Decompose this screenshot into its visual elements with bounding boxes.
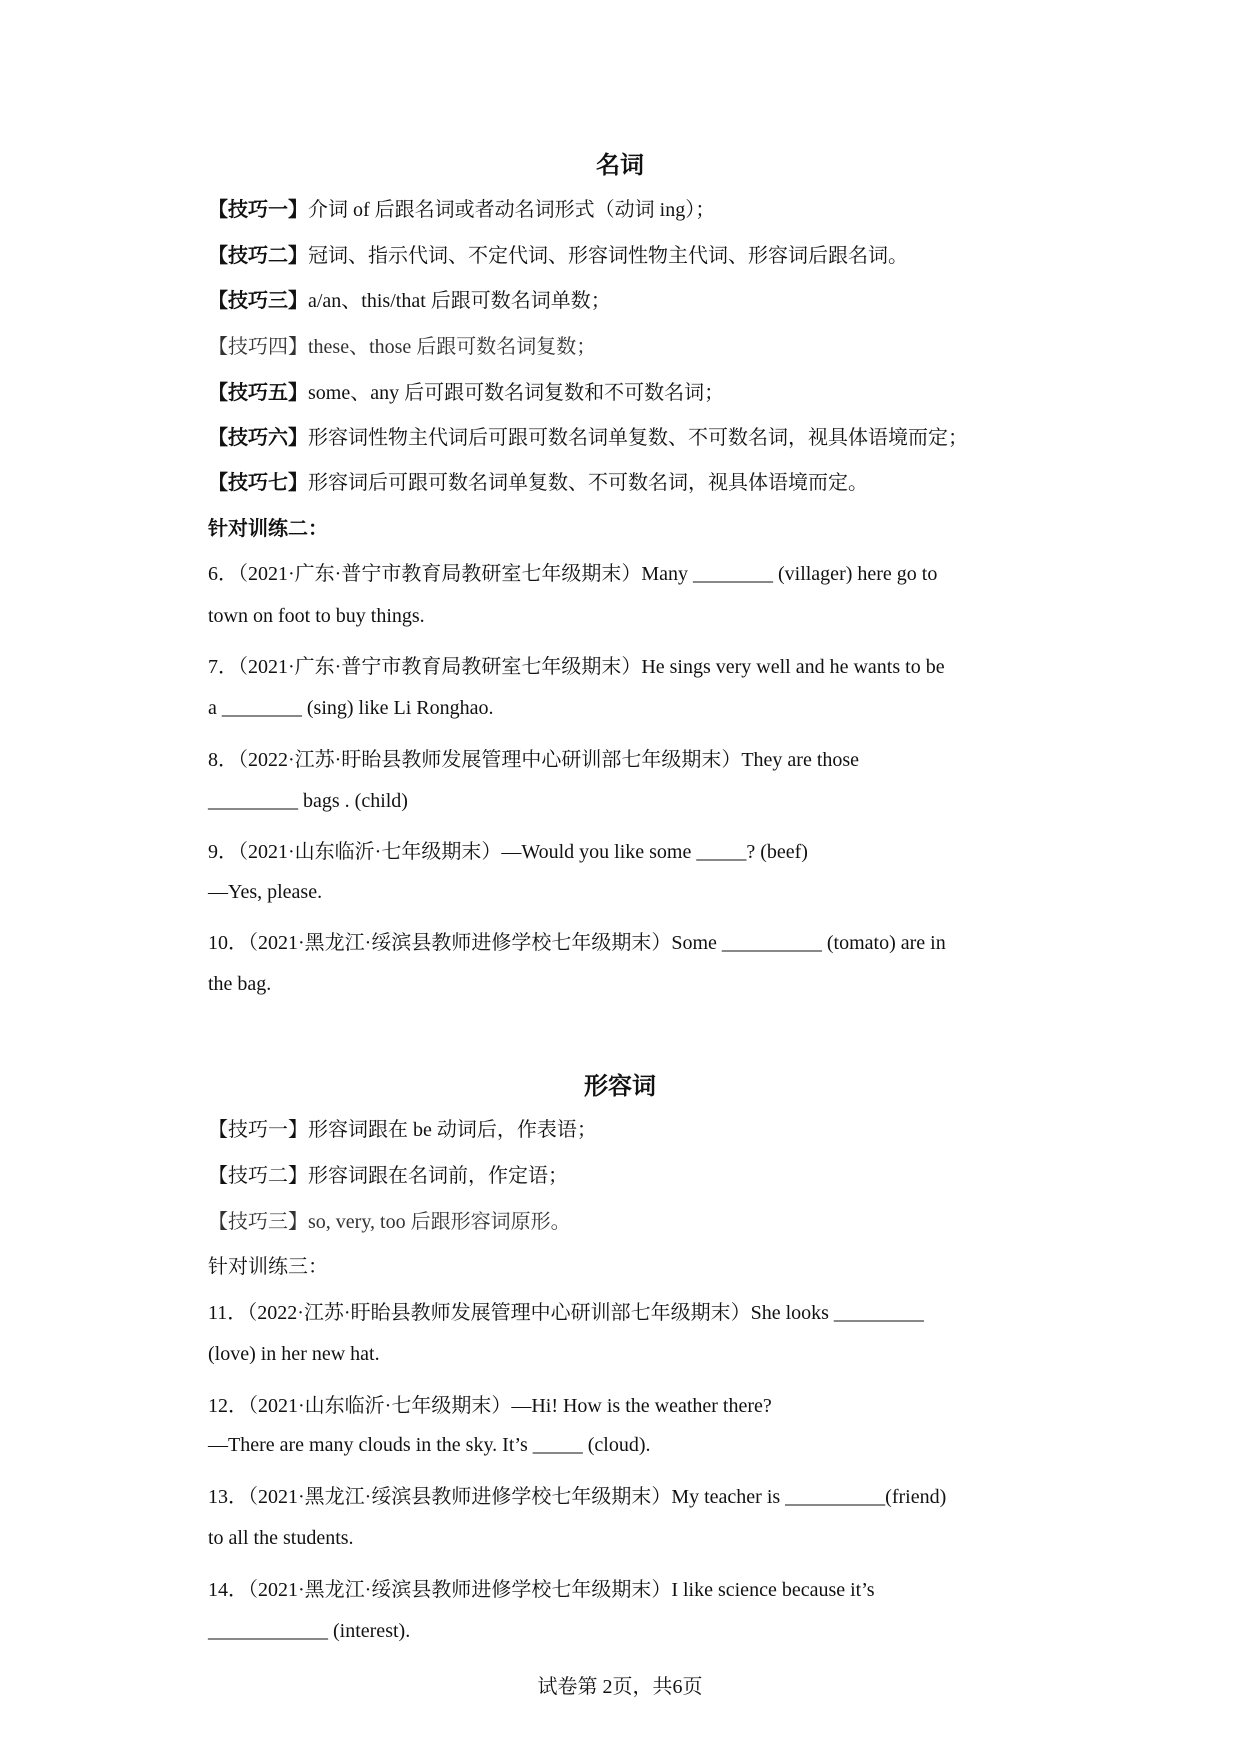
- tip-2: [208, 239, 908, 268]
- question-13-line2: to all the students.: [208, 1527, 354, 1549]
- question-14-line2: ____________ (interest).: [208, 1620, 411, 1642]
- tip-label: 【技巧一】: [208, 1119, 308, 1141]
- tip-3: [208, 284, 611, 313]
- tip-label: 【技巧二】: [208, 1165, 308, 1187]
- tip-7: [208, 466, 868, 495]
- question-13-line1: 13．（2021·黑龙江·绥滨县教师进修学校七年级期末）My teacher is __________(friend): [208, 1486, 947, 1508]
- section-title-adjective: 形容词: [584, 1072, 656, 1100]
- tip-label: 【技巧二】: [208, 245, 308, 267]
- tip-label: 【技巧三】: [208, 1211, 308, 1233]
- tip-text: 形容词性物主代词后可跟可数名词单复数、不可数名词，视具体语境而定；: [308, 427, 968, 449]
- question-8-line2: _________ bags . (child): [208, 790, 408, 812]
- page-footer: 试卷第 2页，共6页: [537, 1676, 703, 1698]
- practice-heading-3: 针对训练三：: [208, 1256, 328, 1278]
- question-8-line1: 8．（2022·江苏·盱眙县教师发展管理中心研训部七年级期末）They are those: [208, 749, 860, 771]
- adj-tip-2: [208, 1159, 568, 1188]
- question-10-line1: 10．（2021·黑龙江·绥滨县教师进修学校七年级期末）Some __________ (tomato) are in: [208, 932, 946, 954]
- tip-1: [208, 193, 715, 222]
- tip-text: 形容词后可跟可数名词单复数、不可数名词，视具体语境而定。: [308, 472, 868, 494]
- tip-label: 【技巧七】: [208, 472, 308, 494]
- tip-6: [208, 421, 968, 450]
- question-11-line2: (love) in her new hat.: [208, 1343, 380, 1365]
- tip-text: a/an、this/that 后跟可数名词单数；: [308, 290, 611, 312]
- question-6-line1: 6．（2021·广东·普宁市教育局教研室七年级期末）Many ________ (villager) here go to: [208, 563, 938, 585]
- section-title-noun: 名词: [596, 151, 644, 179]
- tip-4: [208, 330, 596, 359]
- tip-label: 【技巧四】: [208, 336, 308, 358]
- question-14-line1: 14．（2021·黑龙江·绥滨县教师进修学校七年级期末）I like science because it’s: [208, 1579, 875, 1601]
- question-7-line2: a ________ (sing) like Li Ronghao.: [208, 697, 494, 719]
- tip-text: some、any 后可跟可数名词复数和不可数名词；: [308, 382, 725, 404]
- tip-text: 冠词、指示代词、不定代词、形容词性物主代词、形容词后跟名词。: [308, 245, 908, 267]
- question-6-line2: town on foot to buy things.: [208, 605, 425, 627]
- question-7-line1: 7．（2021·广东·普宁市教育局教研室七年级期末）He sings very well and he wants to be: [208, 656, 945, 678]
- tip-label: 【技巧六】: [208, 427, 308, 449]
- tip-5: [208, 376, 724, 405]
- tip-text: 形容词跟在名词前，作定语；: [308, 1165, 568, 1187]
- practice-heading-2: 针对训练二：: [208, 518, 328, 540]
- question-10-line2: the bag.: [208, 973, 272, 995]
- tip-text: these、those 后跟可数名词复数；: [308, 336, 597, 358]
- tip-label: 【技巧一】: [208, 199, 308, 221]
- question-12-line2: —There are many clouds in the sky. It’s _____ (cloud).: [208, 1434, 651, 1456]
- tip-label: 【技巧五】: [208, 382, 308, 404]
- question-12-line1: 12．（2021·山东临沂·七年级期末）—Hi! How is the weather there?: [208, 1395, 772, 1417]
- tip-label: 【技巧三】: [208, 290, 308, 312]
- question-9-line2: —Yes, please.: [208, 881, 323, 903]
- question-11-line1: 11．（2022·江苏·盱眙县教师发展管理中心研训部七年级期末）She looks _________: [208, 1302, 924, 1324]
- tip-text: so, very, too 后跟形容词原形。: [308, 1211, 571, 1233]
- adj-tip-1: [208, 1113, 597, 1142]
- adj-tip-3: [208, 1205, 571, 1234]
- tip-text: 形容词跟在 be 动词后，作表语；: [308, 1119, 597, 1141]
- tip-text: 介词 of 后跟名词或者动名词形式（动词 ing）；: [308, 199, 716, 221]
- question-9-line1: 9．（2021·山东临沂·七年级期末）—Would you like some _____? (beef): [208, 841, 808, 863]
